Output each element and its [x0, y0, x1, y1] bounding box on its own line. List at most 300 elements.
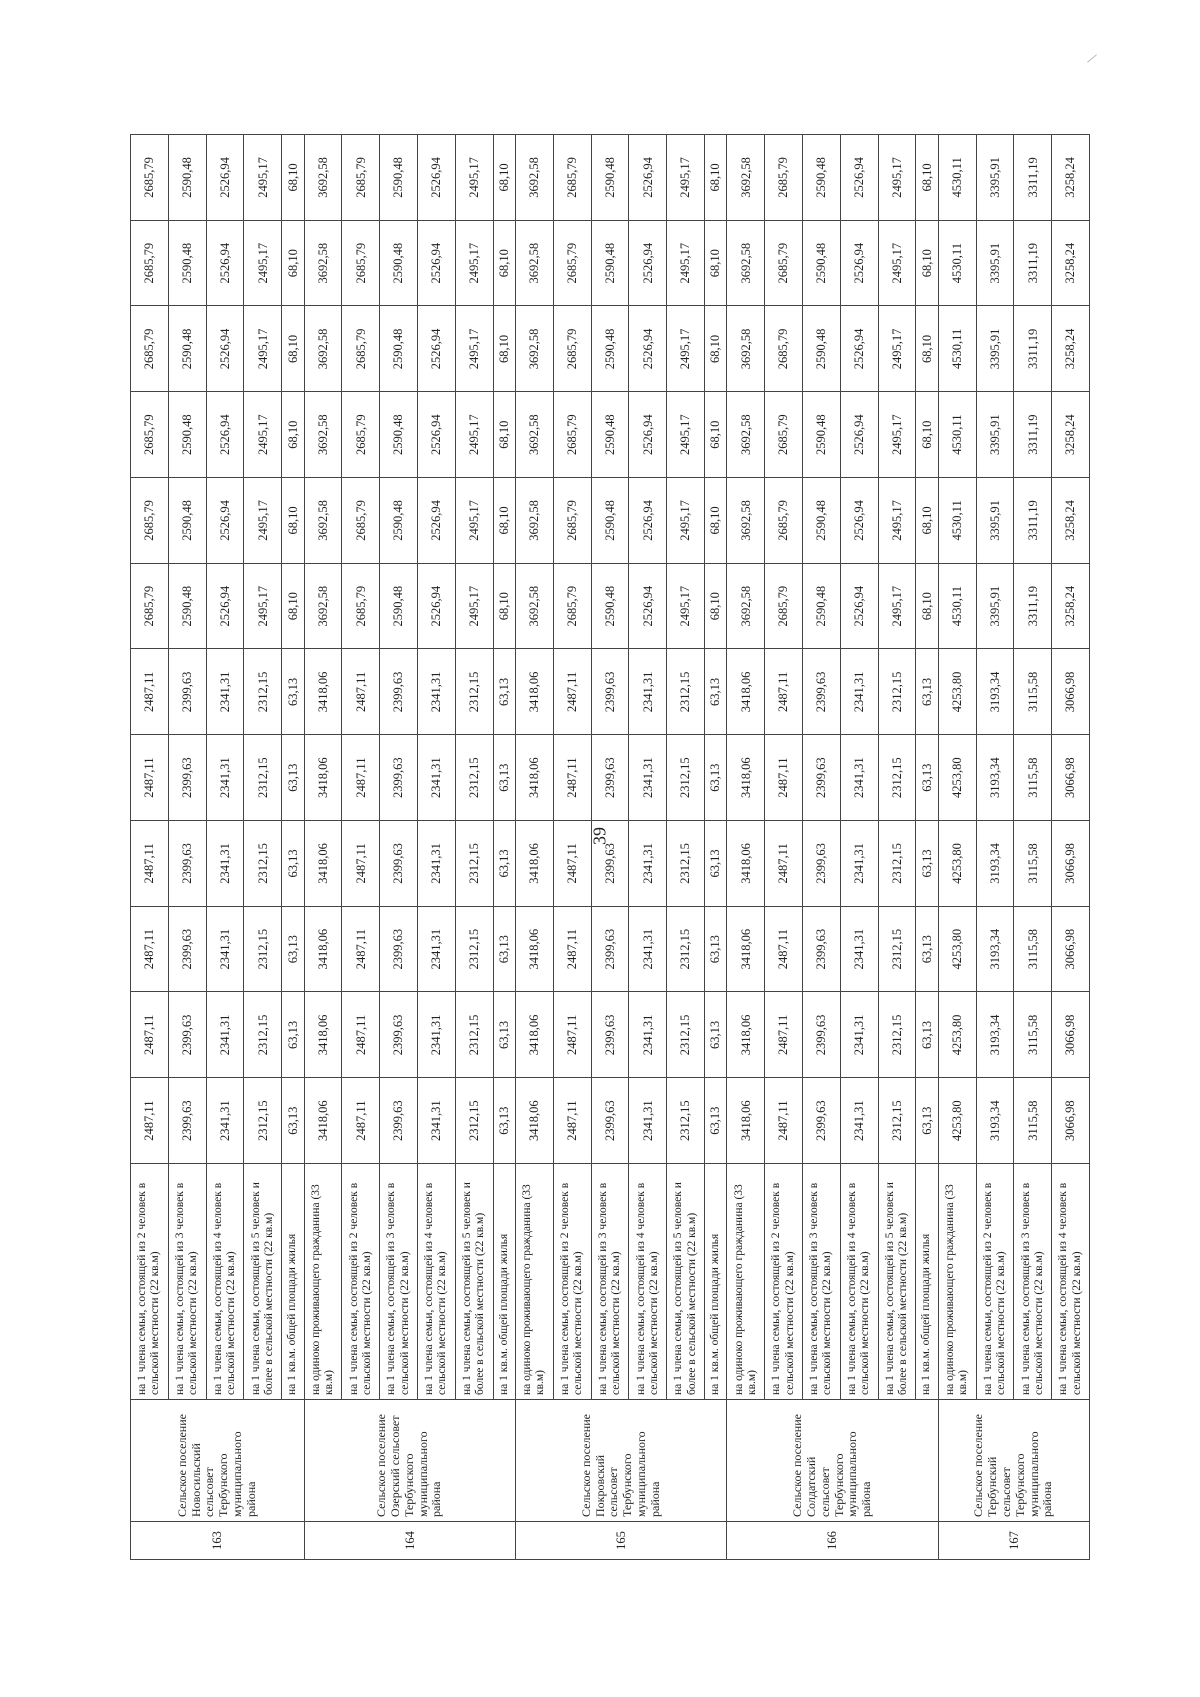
value-cell: 2487,11 [553, 992, 591, 1078]
value-cell: 2526,94 [840, 478, 878, 564]
value-cell: 2341,31 [840, 992, 878, 1078]
value-cell: 2495,17 [878, 135, 916, 221]
value-cell: 2487,11 [342, 906, 380, 992]
value-cell: 2685,79 [342, 392, 380, 478]
value-cell: 2526,94 [206, 392, 244, 478]
value-cell: 68,10 [916, 220, 938, 306]
value-cell: 2495,17 [667, 220, 705, 306]
value-cell: 3193,34 [976, 906, 1014, 992]
value-cell: 3692,58 [304, 478, 342, 564]
value-cell: 2526,94 [418, 563, 456, 649]
value-cell: 2495,17 [878, 563, 916, 649]
value-cell: 3395,91 [976, 392, 1014, 478]
value-cell: 2685,79 [553, 135, 591, 221]
value-cell: 2487,11 [131, 1078, 169, 1164]
value-cell: 63,13 [705, 906, 727, 992]
norm-description: на одиноко проживающего гражданина (33 кв.м) [938, 1164, 976, 1400]
value-cell: 3395,91 [976, 220, 1014, 306]
table-row [380, 135, 418, 1560]
norm-description: на одиноко проживающего гражданина (33 кв.м) [515, 1164, 553, 1400]
value-cell: 3311,19 [1014, 306, 1052, 392]
value-cell: 2495,17 [455, 306, 493, 392]
value-cell: 63,13 [282, 821, 304, 907]
value-cell: 68,10 [916, 563, 938, 649]
value-cell: 2495,17 [667, 306, 705, 392]
value-cell: 3692,58 [727, 135, 765, 221]
value-cell: 2526,94 [418, 478, 456, 564]
value-cell: 2590,48 [380, 220, 418, 306]
value-cell: 3193,34 [976, 735, 1014, 821]
norm-description: на 1 члена семьи, состоящей из 2 человек в сельской местности (22 кв.м) [765, 1164, 803, 1400]
value-cell: 63,13 [493, 649, 515, 735]
table-row [493, 135, 515, 1560]
value-cell: 2341,31 [840, 821, 878, 907]
value-cell: 3692,58 [727, 563, 765, 649]
norm-description: на 1 кв.м. общей площади жилья [916, 1164, 938, 1400]
value-cell: 3066,98 [1052, 906, 1090, 992]
value-cell: 2495,17 [667, 563, 705, 649]
value-cell: 63,13 [916, 735, 938, 821]
value-cell: 2590,48 [591, 135, 629, 221]
table-row [976, 135, 1014, 1560]
norm-description: на 1 члена семьи, состоящей из 5 человек и более в сельской местности (22 кв.м) [244, 1164, 282, 1400]
value-cell: 2685,79 [131, 306, 169, 392]
value-cell: 2487,11 [342, 821, 380, 907]
value-cell: 2685,79 [342, 135, 380, 221]
value-cell: 3311,19 [1014, 478, 1052, 564]
value-cell: 2685,79 [342, 478, 380, 564]
value-cell: 2590,48 [380, 563, 418, 649]
table-row [840, 135, 878, 1560]
value-cell: 2341,31 [206, 649, 244, 735]
value-cell: 4253,80 [938, 735, 976, 821]
value-cell: 3692,58 [727, 306, 765, 392]
value-cell: 2685,79 [131, 392, 169, 478]
value-cell: 63,13 [493, 821, 515, 907]
value-cell: 2495,17 [667, 392, 705, 478]
value-cell: 2341,31 [206, 906, 244, 992]
norm-description: на 1 члена семьи, состоящей из 4 человек в сельской местности (22 кв.м) [418, 1164, 456, 1400]
value-cell: 2495,17 [878, 306, 916, 392]
value-cell: 2590,48 [591, 563, 629, 649]
value-cell: 68,10 [493, 220, 515, 306]
value-cell: 3418,06 [727, 735, 765, 821]
value-cell: 3418,06 [727, 821, 765, 907]
row-number: 164 [304, 1522, 515, 1560]
value-cell: 2341,31 [418, 821, 456, 907]
value-cell: 3692,58 [727, 220, 765, 306]
row-number: 163 [131, 1522, 305, 1560]
value-cell: 2487,11 [342, 735, 380, 821]
value-cell: 4530,11 [938, 392, 976, 478]
value-cell: 68,10 [493, 306, 515, 392]
value-cell: 2590,48 [591, 220, 629, 306]
value-cell: 2399,63 [168, 821, 206, 907]
value-cell: 68,10 [282, 392, 304, 478]
value-cell: 3692,58 [515, 392, 553, 478]
value-cell: 2526,94 [206, 563, 244, 649]
value-cell: 3418,06 [727, 992, 765, 1078]
table-row [802, 135, 840, 1560]
value-cell: 2526,94 [629, 392, 667, 478]
value-cell: 2399,63 [802, 735, 840, 821]
value-cell: 63,13 [705, 649, 727, 735]
value-cell: 68,10 [282, 220, 304, 306]
tariff-table [130, 134, 1090, 1560]
value-cell: 2399,63 [802, 992, 840, 1078]
value-cell: 3418,06 [515, 735, 553, 821]
value-cell: 2487,11 [765, 1078, 803, 1164]
value-cell: 3692,58 [515, 478, 553, 564]
value-cell: 2590,48 [802, 478, 840, 564]
value-cell: 2495,17 [244, 135, 282, 221]
value-cell: 3115,58 [1014, 735, 1052, 821]
page-number: 39 [589, 827, 610, 845]
value-cell: 4253,80 [938, 821, 976, 907]
value-cell: 68,10 [493, 563, 515, 649]
value-cell: 2590,48 [591, 478, 629, 564]
value-cell: 68,10 [493, 135, 515, 221]
value-cell: 63,13 [493, 735, 515, 821]
value-cell: 63,13 [493, 906, 515, 992]
value-cell: 2495,17 [878, 478, 916, 564]
value-cell: 2487,11 [553, 821, 591, 907]
value-cell: 2487,11 [553, 649, 591, 735]
value-cell: 2526,94 [629, 563, 667, 649]
value-cell: 2312,15 [455, 821, 493, 907]
value-cell: 2590,48 [380, 306, 418, 392]
value-cell: 3311,19 [1014, 220, 1052, 306]
value-cell: 2526,94 [840, 563, 878, 649]
value-cell: 3418,06 [515, 649, 553, 735]
value-cell: 68,10 [705, 306, 727, 392]
value-cell: 2487,11 [342, 992, 380, 1078]
value-cell: 2312,15 [878, 735, 916, 821]
value-cell: 2312,15 [878, 906, 916, 992]
value-cell: 2495,17 [667, 478, 705, 564]
value-cell: 3692,58 [304, 392, 342, 478]
value-cell: 2341,31 [206, 992, 244, 1078]
value-cell: 68,10 [282, 478, 304, 564]
value-cell: 2312,15 [244, 735, 282, 821]
value-cell: 3418,06 [727, 1078, 765, 1164]
value-cell: 3692,58 [304, 135, 342, 221]
value-cell: 3115,58 [1014, 649, 1052, 735]
row-number: 165 [515, 1522, 726, 1560]
value-cell: 2526,94 [418, 306, 456, 392]
value-cell: 3418,06 [515, 821, 553, 907]
table-row [705, 135, 727, 1560]
value-cell: 3066,98 [1052, 992, 1090, 1078]
table-row [629, 135, 667, 1560]
value-cell: 2590,48 [168, 392, 206, 478]
value-cell: 2312,15 [244, 821, 282, 907]
value-cell: 2341,31 [840, 735, 878, 821]
value-cell: 3311,19 [1014, 563, 1052, 649]
table-row [1014, 135, 1052, 1560]
value-cell: 3311,19 [1014, 392, 1052, 478]
norm-description: на 1 кв.м. общей площади жилья [705, 1164, 727, 1400]
value-cell: 68,10 [282, 306, 304, 392]
value-cell: 2399,63 [168, 735, 206, 821]
norm-description: на 1 члена семьи, состоящей из 3 человек в сельской местности (22 кв.м) [1014, 1164, 1052, 1400]
value-cell: 2495,17 [878, 392, 916, 478]
value-cell: 2685,79 [765, 135, 803, 221]
value-cell: 63,13 [705, 992, 727, 1078]
value-cell: 3395,91 [976, 563, 1014, 649]
value-cell: 2312,15 [244, 906, 282, 992]
table-row [168, 135, 206, 1560]
value-cell: 2341,31 [206, 1078, 244, 1164]
value-cell: 3692,58 [515, 135, 553, 221]
value-cell: 2590,48 [380, 392, 418, 478]
value-cell: 2590,48 [802, 392, 840, 478]
value-cell: 4530,11 [938, 135, 976, 221]
value-cell: 2399,63 [168, 906, 206, 992]
value-cell: 3395,91 [976, 478, 1014, 564]
value-cell: 2590,48 [168, 478, 206, 564]
value-cell: 2399,63 [380, 735, 418, 821]
value-cell: 2487,11 [131, 906, 169, 992]
value-cell: 63,13 [282, 906, 304, 992]
value-cell: 2399,63 [168, 1078, 206, 1164]
value-cell: 2312,15 [455, 1078, 493, 1164]
value-cell: 2685,79 [553, 220, 591, 306]
value-cell: 3692,58 [515, 220, 553, 306]
value-cell: 3692,58 [304, 220, 342, 306]
value-cell: 68,10 [916, 392, 938, 478]
value-cell: 2399,63 [802, 906, 840, 992]
norm-description: на 1 члена семьи, состоящей из 2 человек в сельской местности (22 кв.м) [976, 1164, 1014, 1400]
value-cell: 3311,19 [1014, 135, 1052, 221]
value-cell: 2526,94 [206, 478, 244, 564]
value-cell: 2590,48 [168, 135, 206, 221]
value-cell: 2399,63 [380, 992, 418, 1078]
value-cell: 2341,31 [629, 992, 667, 1078]
value-cell: 3418,06 [304, 906, 342, 992]
value-cell: 68,10 [916, 306, 938, 392]
value-cell: 2487,11 [131, 992, 169, 1078]
value-cell: 63,13 [282, 735, 304, 821]
value-cell: 2487,11 [342, 649, 380, 735]
table-row [916, 135, 938, 1560]
value-cell: 2495,17 [455, 220, 493, 306]
value-cell: 2312,15 [244, 1078, 282, 1164]
value-cell: 2590,48 [802, 563, 840, 649]
value-cell: 63,13 [282, 649, 304, 735]
value-cell: 3418,06 [304, 992, 342, 1078]
value-cell: 4530,11 [938, 220, 976, 306]
value-cell: 2495,17 [878, 220, 916, 306]
value-cell: 2341,31 [840, 649, 878, 735]
table-row [878, 135, 916, 1560]
value-cell: 2341,31 [629, 906, 667, 992]
norm-description: на 1 кв.м. общей площади жилья [282, 1164, 304, 1400]
value-cell: 2487,11 [553, 735, 591, 821]
value-cell: 2685,79 [342, 306, 380, 392]
norm-description: на 1 члена семьи, состоящей из 4 человек в сельской местности (22 кв.м) [629, 1164, 667, 1400]
value-cell: 2685,79 [765, 392, 803, 478]
value-cell: 2590,48 [168, 306, 206, 392]
value-cell: 2590,48 [591, 306, 629, 392]
rotated-table-container [130, 135, 1090, 1560]
value-cell: 2487,11 [553, 906, 591, 992]
value-cell: 3418,06 [515, 906, 553, 992]
value-cell: 2312,15 [878, 649, 916, 735]
value-cell: 2526,94 [418, 392, 456, 478]
norm-description: на 1 члена семьи, состоящей из 3 человек в сельской местности (22 кв.м) [380, 1164, 418, 1400]
value-cell: 2590,48 [168, 220, 206, 306]
value-cell: 63,13 [916, 821, 938, 907]
value-cell: 2399,63 [802, 649, 840, 735]
value-cell: 2399,63 [591, 1078, 629, 1164]
value-cell: 2399,63 [591, 906, 629, 992]
value-cell: 2399,63 [380, 1078, 418, 1164]
value-cell: 2685,79 [131, 478, 169, 564]
value-cell: 2341,31 [629, 1078, 667, 1164]
value-cell: 3692,58 [727, 478, 765, 564]
value-cell: 3418,06 [727, 649, 765, 735]
value-cell: 2487,11 [765, 735, 803, 821]
value-cell: 2526,94 [629, 135, 667, 221]
value-cell: 2312,15 [244, 649, 282, 735]
value-cell: 4253,80 [938, 1078, 976, 1164]
value-cell: 2341,31 [206, 735, 244, 821]
value-cell: 4253,80 [938, 906, 976, 992]
value-cell: 63,13 [493, 992, 515, 1078]
value-cell: 2399,63 [802, 1078, 840, 1164]
norm-description: на одиноко проживающего гражданина (33 кв.м) [304, 1164, 342, 1400]
value-cell: 2312,15 [878, 821, 916, 907]
table-row [765, 135, 803, 1560]
value-cell: 3418,06 [304, 649, 342, 735]
value-cell: 2526,94 [840, 392, 878, 478]
value-cell: 2399,63 [168, 992, 206, 1078]
value-cell: 2341,31 [629, 735, 667, 821]
value-cell: 2312,15 [878, 1078, 916, 1164]
value-cell: 2685,79 [342, 563, 380, 649]
value-cell: 2526,94 [629, 478, 667, 564]
value-cell: 2312,15 [455, 735, 493, 821]
value-cell: 3692,58 [304, 306, 342, 392]
value-cell: 3066,98 [1052, 1078, 1090, 1164]
scan-mark [1087, 54, 1097, 62]
value-cell: 4530,11 [938, 478, 976, 564]
value-cell: 2341,31 [418, 906, 456, 992]
value-cell: 68,10 [916, 135, 938, 221]
table-row [244, 135, 282, 1560]
table-row [1052, 135, 1090, 1560]
value-cell: 2487,11 [131, 735, 169, 821]
value-cell: 2495,17 [244, 392, 282, 478]
value-cell: 2487,11 [131, 821, 169, 907]
settlement-name: Сельское поселение Тербунский сельсовет Тербунского муниципального района [938, 1400, 1089, 1522]
value-cell: 2526,94 [418, 135, 456, 221]
value-cell: 2487,11 [765, 821, 803, 907]
table-row [131, 135, 169, 1560]
settlement-name: Сельское поселение Солдатский сельсовет Тербунского муниципального района [727, 1400, 938, 1522]
value-cell: 2312,15 [667, 992, 705, 1078]
value-cell: 63,13 [916, 649, 938, 735]
value-cell: 3418,06 [304, 735, 342, 821]
norm-description: на 1 члена семьи, состоящей из 5 человек и более в сельской местности (22 кв.м) [878, 1164, 916, 1400]
value-cell: 4253,80 [938, 649, 976, 735]
value-cell: 2399,63 [168, 649, 206, 735]
value-cell: 68,10 [282, 135, 304, 221]
value-cell: 2495,17 [455, 563, 493, 649]
value-cell: 68,10 [493, 478, 515, 564]
value-cell: 2487,11 [765, 906, 803, 992]
value-cell: 3692,58 [515, 563, 553, 649]
value-cell: 2399,63 [380, 649, 418, 735]
value-cell: 2526,94 [418, 220, 456, 306]
value-cell: 63,13 [916, 906, 938, 992]
norm-description: на 1 члена семьи, состоящей из 2 человек в сельской местности (22 кв.м) [342, 1164, 380, 1400]
value-cell: 2341,31 [418, 992, 456, 1078]
value-cell: 68,10 [705, 220, 727, 306]
value-cell: 2495,17 [455, 135, 493, 221]
value-cell: 3418,06 [515, 1078, 553, 1164]
value-cell: 3692,58 [515, 306, 553, 392]
table-row [591, 135, 629, 1560]
value-cell: 2685,79 [131, 220, 169, 306]
table-row [727, 135, 765, 1560]
value-cell: 3193,34 [976, 992, 1014, 1078]
value-cell: 63,13 [705, 1078, 727, 1164]
norm-description: на 1 члена семьи, состоящей из 4 человек в сельской местности (22 кв.м) [206, 1164, 244, 1400]
value-cell: 3692,58 [727, 392, 765, 478]
value-cell: 2495,17 [455, 478, 493, 564]
norm-description: на 1 члена семьи, состоящей из 2 человек в сельской местности (22 кв.м) [131, 1164, 169, 1400]
value-cell: 68,10 [916, 478, 938, 564]
table-row [553, 135, 591, 1560]
value-cell: 3258,24 [1052, 563, 1090, 649]
value-cell: 4530,11 [938, 563, 976, 649]
value-cell: 2590,48 [591, 392, 629, 478]
value-cell: 68,10 [282, 563, 304, 649]
value-cell: 2399,63 [591, 735, 629, 821]
value-cell: 2487,11 [553, 1078, 591, 1164]
table-row [304, 135, 342, 1560]
value-cell: 3418,06 [304, 1078, 342, 1164]
table-row [418, 135, 456, 1560]
norm-description: на 1 члена семьи, состоящей из 5 человек и более в сельской местности (22 кв.м) [667, 1164, 705, 1400]
value-cell: 3418,06 [727, 906, 765, 992]
value-cell: 3258,24 [1052, 392, 1090, 478]
value-cell: 63,13 [282, 992, 304, 1078]
value-cell: 2399,63 [380, 821, 418, 907]
table-row [206, 135, 244, 1560]
settlement-name: Сельское поселение Озерский сельсовет Тербунского муниципального района [304, 1400, 515, 1522]
row-number: 167 [938, 1522, 1089, 1560]
value-cell: 2341,31 [418, 649, 456, 735]
value-cell: 2685,79 [765, 306, 803, 392]
value-cell: 2526,94 [629, 306, 667, 392]
value-cell: 68,10 [705, 135, 727, 221]
value-cell: 3193,34 [976, 821, 1014, 907]
value-cell: 2590,48 [802, 220, 840, 306]
value-cell: 3692,58 [304, 563, 342, 649]
value-cell: 2487,11 [131, 649, 169, 735]
value-cell: 2590,48 [380, 135, 418, 221]
value-cell: 2685,79 [131, 563, 169, 649]
value-cell: 3193,34 [976, 649, 1014, 735]
value-cell: 3115,58 [1014, 1078, 1052, 1164]
value-cell: 3395,91 [976, 135, 1014, 221]
value-cell: 3066,98 [1052, 649, 1090, 735]
value-cell: 2341,31 [418, 735, 456, 821]
norm-description: на 1 члена семьи, состоящей из 4 человек в сельской местности (22 кв.м) [1052, 1164, 1090, 1400]
